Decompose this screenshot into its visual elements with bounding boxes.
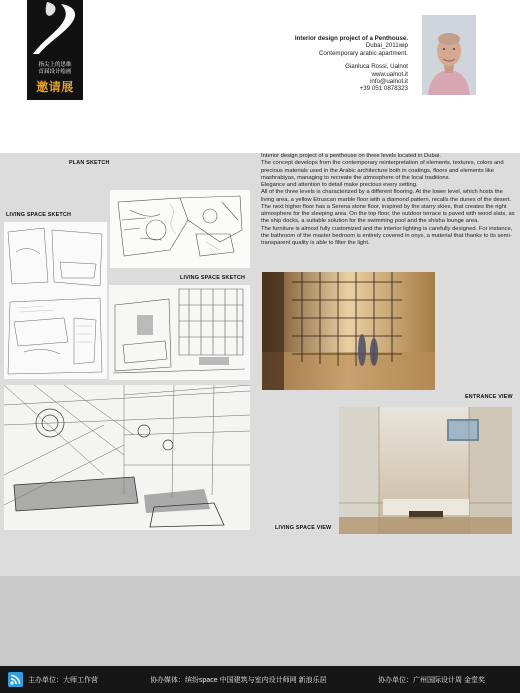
description-paragraph: All of the three levels is characterized by a different flooring. At the lower level, which hosts the living area, a yellow Etruscan marble floor with a diamond pattern, recalls the dunes of the desert. The next higher floor has a Serena stone floor, inspired by the starry skies, that creates the right atmosphere for the sleeping area. On the top floor, the outdoor terrace is paved with wood slats, as the ship docks, a suitable solution for the swimming pool and the shisha lounge area. [261, 189, 515, 225]
project-info [208, 35, 408, 93]
footer-host: 主办单位：大师工作营 [28, 677, 98, 684]
rss-icon [8, 672, 23, 687]
brush-stroke-logo-mark [27, 0, 83, 58]
description-paragraph: Elegance and attention to detail make precious every setting. [261, 182, 418, 188]
living-space-view-render [339, 407, 512, 534]
designer-name: Gianluca Rossi, Ualnot [345, 63, 408, 71]
living-space-sketch-label-left: LIVING SPACE SKETCH [6, 212, 72, 218]
project-subtitle: Contemporary arabic apartment. [318, 49, 408, 57]
designer-phone: +39 051 0878323 [359, 85, 408, 93]
description-paragraph: The furniture is almost fully customized and the interior lighting is carefully designed. For instance, the bathroom of the master bedroom is entirely covered in onyx, a material that thanks to its semi-transparent quality is able to filter the light. [261, 225, 513, 246]
entrance-view-render [262, 272, 435, 390]
project-description [261, 153, 515, 247]
project-location: Dubai_2011wip [365, 42, 408, 50]
plan-sketch-image [110, 190, 250, 268]
designer-email: info@ualnot.it [370, 78, 408, 86]
designer-portrait [422, 15, 476, 95]
logo-line-1: 指尖上的思维 [38, 62, 72, 68]
footer-bar [0, 666, 520, 693]
bottom-band [0, 576, 520, 666]
living-space-sketch-label-right: LIVING SPACE SKETCH [180, 275, 246, 281]
exhibition-logo [27, 0, 83, 100]
entrance-view-label: ENTRANCE VIEW [465, 394, 513, 400]
living-space-view-label: LIVING SPACE VIEW [275, 525, 332, 531]
living-space-large-sketch-image [4, 385, 250, 530]
footer-co-organizer: 协办单位：广州国际设计周 金堂奖 [378, 677, 485, 684]
designer-website: www.ualnot.it [371, 70, 408, 78]
logo-title: 邀请展 [36, 80, 74, 94]
description-paragraph: Interior design project of a penthouse on three levels located in Dubai. [261, 153, 441, 159]
logo-line-2: 首届设计绘画 [38, 69, 72, 75]
plan-sketch-label: PLAN SKETCH [69, 160, 110, 166]
living-space-sketch-left-image [4, 222, 107, 379]
living-space-sketch-right-image [109, 285, 250, 380]
footer-media: 协办媒体：缤纷space 中国建筑与室内设计师网 新浪乐居 [150, 677, 327, 684]
description-paragraph: The concept develops from the contemporary reinterpretation of elements, textures, colors and precious materials used in the Arabic architecture both in coatings, floors and elements like mashrabiyas, managing to recreate the atmosphere of the local traditions. [261, 160, 504, 181]
project-title: Interior design project of a Penthouse. [294, 35, 408, 42]
